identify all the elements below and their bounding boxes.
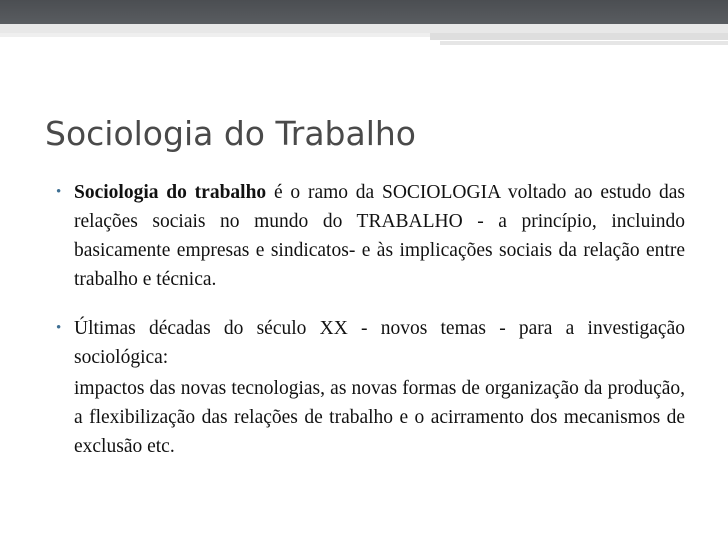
bullet-text: Últimas décadas do século XX - novos temas - para a investigação sociológica:	[74, 318, 685, 368]
bullet-text: é o ramo da SOCIOLOGIA voltado ao estudo das relações sociais no mundo do TRABALHO - a princípio, incluindo basicamente empresas e sindicatos- e às implicações sociais da relação entre trabalho e técnica.	[74, 182, 686, 290]
bullet-item-new-themes	[48, 314, 685, 461]
header-stripe-left	[0, 33, 430, 37]
slide-content	[48, 178, 685, 461]
header-stripe-right	[430, 33, 728, 40]
header-stripe-light	[0, 24, 728, 33]
bullet-icon: •	[56, 320, 62, 336]
header-stripe-right-thin	[440, 41, 728, 45]
bullet-continuation: impactos das novas tecnologias, as novas formas de organização da produção, a flexibilização das relações de trabalho e o acirramento dos mecanismos de exclusão etc.	[74, 378, 685, 457]
top-header-bar	[0, 0, 728, 24]
bullet-bold-term: Sociologia do trabalho	[74, 182, 267, 203]
slide-title: Sociologia do Trabalho	[45, 114, 416, 153]
bullet-icon: •	[56, 184, 62, 200]
bullet-item-definition	[48, 178, 685, 294]
